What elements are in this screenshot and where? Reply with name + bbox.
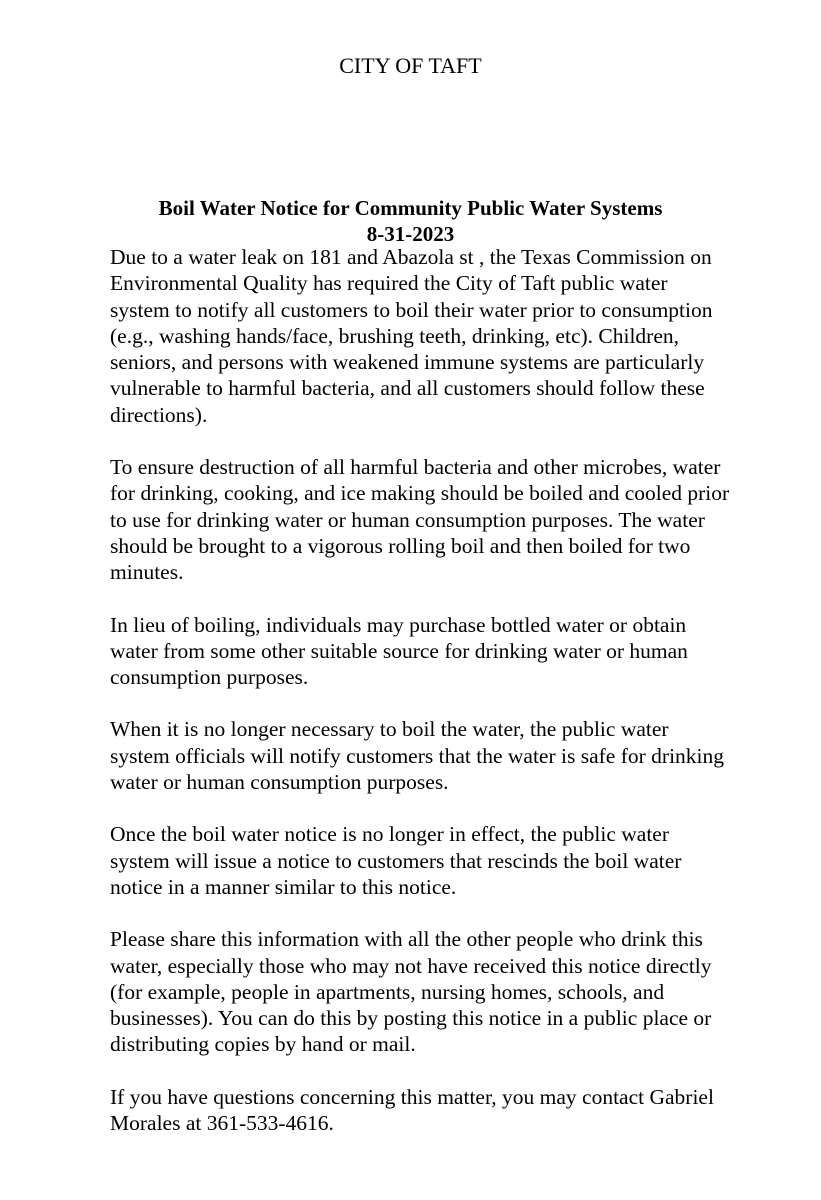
paragraph-leak-notice: Due to a water leak on 181 and Abazola st , the Texas Commission on Environmental Quality has required the City of Taft public water system to notify all customers to boil their water prior to consumption (e.g., washing hands/face, brushing teeth, drinking, etc). Children, seniors, and persons with weakened immune systems are particularly vulnerable to harmful bacteria, and all customers should follow these directions). xyxy=(110,245,713,427)
paragraph-contact: If you have questions concerning this matter, you may contact Gabriel Morales at 361-533-4616. xyxy=(110,1084,714,1136)
notice-title: Boil Water Notice for Community Public Water Systems xyxy=(158,196,663,220)
notice-title-block xyxy=(0,195,821,247)
paragraph-alternative-water: In lieu of boiling, individuals may purchase bottled water or obtain water from some other suitable source for drinking water or human consumption purposes. xyxy=(110,612,688,690)
city-header: CITY OF TAFT xyxy=(339,53,482,78)
paragraph-boiling-instructions: To ensure destruction of all harmful bacteria and other microbes, water for drinking, cooking, and ice making should be boiled and cooled prior to use for drinking water or human consumption purposes. The water should be brought to a vigorous rolling boil and then boiled for two minutes. xyxy=(110,455,730,585)
notice-date: 8-31-2023 xyxy=(366,222,455,246)
paragraph-rescind-notice: Once the boil water notice is no longer in effect, the public water system will issue a notice to customers that rescinds the boil water notice in a manner similar to this notice. xyxy=(110,822,682,899)
paragraph-share-information: Please share this information with all the other people who drink this water, especially those who may not have received this notice directly (for example, people in apartments, nursing homes, schools, and businesses). You can do this by posting this notice in a public place or distributing copies by hand or mail. xyxy=(110,927,712,1057)
notice-body xyxy=(110,244,730,1136)
paragraph-notification: When it is no longer necessary to boil the water, the public water system officials will notify customers that the water is safe for drinking water or human consumption purposes. xyxy=(110,717,725,795)
